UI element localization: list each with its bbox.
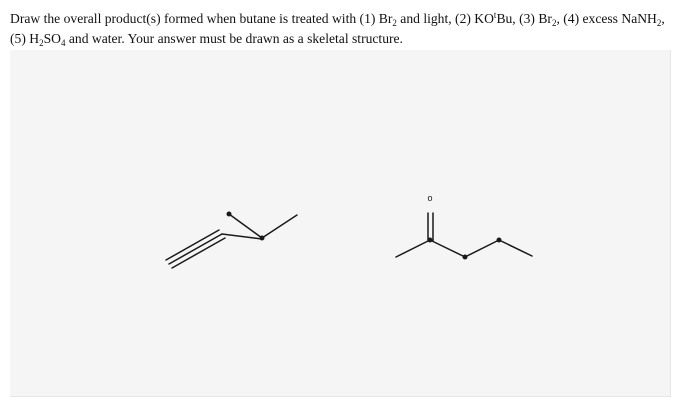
ketone-bond-3 [465,240,499,257]
ketone-atom-dot [497,238,502,243]
question-text: Draw the overall product(s) formed when butane is treated with (1) $Br_2$ and light, (2) $KO^tBu$, (3) $Br_2$, (4) excess NaNH$_2$, (5) $H_2SO_4$ and water. Your answer must be drawn as a skeletal structure. [10,10,665,48]
alkyne-bond-2 [229,214,262,238]
structure-drawing [10,50,670,396]
ketone-bond-2 [430,240,465,257]
drawing-canvas[interactable] [10,50,671,397]
alkyne-atom-dot [227,212,232,217]
oxygen-label: o [427,193,433,203]
ketone-bond-4 [499,240,532,256]
triple-bond-line-2 [169,234,222,264]
alkyne-bond-3 [262,215,297,238]
ketone-atom-dot [428,238,433,243]
triple-bond-line-3 [172,238,225,268]
ketone-bond-1 [396,240,430,257]
alkyne-structure[interactable] [166,212,297,269]
alkyne-bond-1 [222,234,262,239]
ketone-atom-dot [463,255,468,260]
triple-bond-line-1 [166,230,219,260]
alkyne-atom-dot [260,236,265,241]
ketone-structure[interactable] [396,193,532,260]
